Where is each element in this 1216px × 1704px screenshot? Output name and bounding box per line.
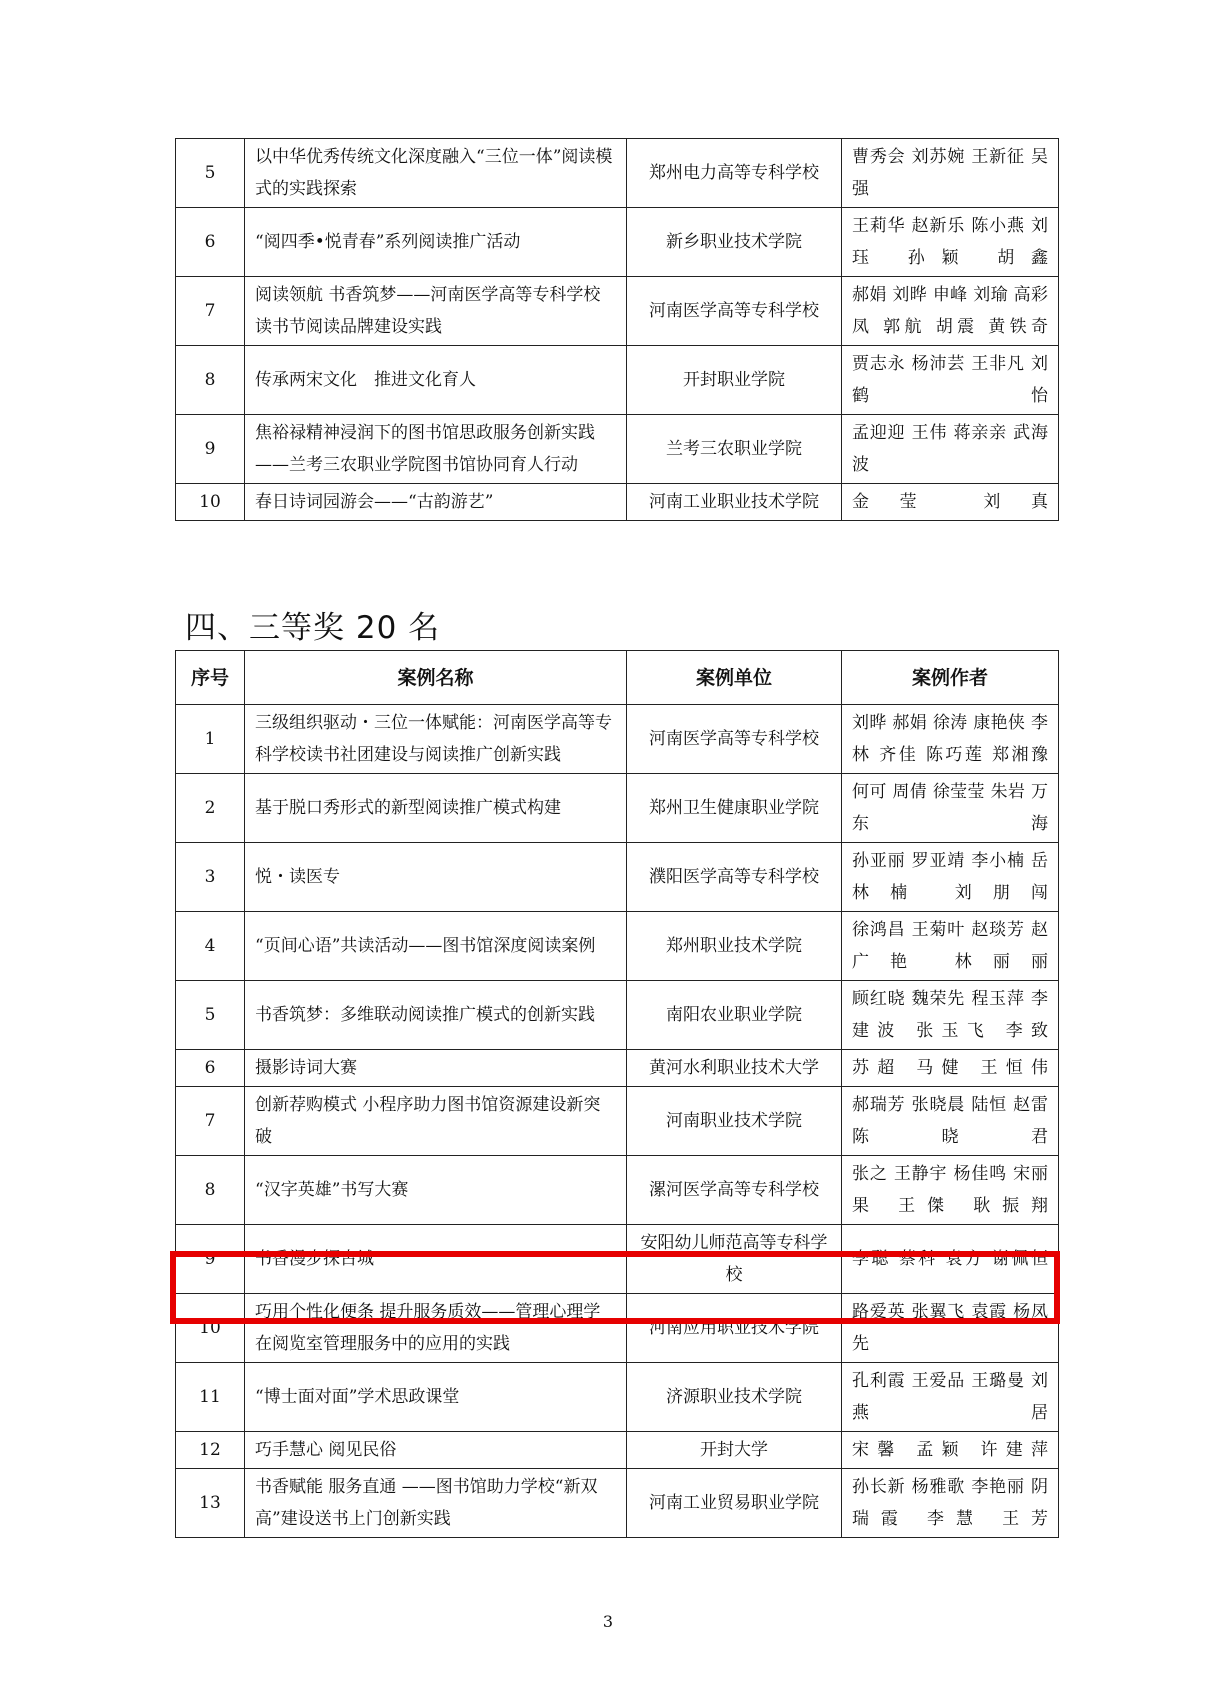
case-authors: 张之 王静宇 杨佳鸣 宋丽果 王傑 耿振翔	[842, 1156, 1059, 1225]
third-prize-table	[175, 650, 1059, 1538]
row-number: 11	[176, 1363, 245, 1432]
page-number: 3	[602, 1612, 614, 1631]
case-authors: 金莹 刘真	[842, 484, 1059, 521]
case-unit: 郑州电力高等专科学校	[627, 139, 842, 208]
case-name: 巧手慧心 阅见民俗	[245, 1432, 627, 1469]
award-table-continued	[175, 138, 1059, 521]
case-authors: 孙亚丽 罗亚靖 李小楠 岳林楠 刘朋闯	[842, 843, 1059, 912]
table-row	[176, 912, 1059, 981]
case-unit: 河南医学高等专科学校	[627, 277, 842, 346]
case-unit: 河南工业职业技术学院	[627, 484, 842, 521]
row-number: 9	[176, 1225, 245, 1294]
case-unit: 濮阳医学高等专科学校	[627, 843, 842, 912]
case-authors: 曹秀会 刘苏婉 王新征 吴强	[842, 139, 1059, 208]
case-name: 书香漫步探古城	[245, 1225, 627, 1294]
row-number: 6	[176, 208, 245, 277]
case-authors: 苏超 马健 王恒伟	[842, 1050, 1059, 1087]
case-name: “页间心语”共读活动——图书馆深度阅读案例	[245, 912, 627, 981]
row-number: 8	[176, 1156, 245, 1225]
table-row	[176, 774, 1059, 843]
case-unit: 开封大学	[627, 1432, 842, 1469]
header-case-name: 案例名称	[245, 651, 627, 705]
case-unit: 河南应用职业技术学院	[627, 1294, 842, 1363]
header-case-authors: 案例作者	[842, 651, 1059, 705]
table-row	[176, 1050, 1059, 1087]
table-row	[176, 1432, 1059, 1469]
case-unit: 南阳农业职业学院	[627, 981, 842, 1050]
case-name: 创新荐购模式 小程序助力图书馆资源建设新突破	[245, 1087, 627, 1156]
row-number: 9	[176, 415, 245, 484]
case-authors: 宋馨 孟颖 许建萍	[842, 1432, 1059, 1469]
table-row	[176, 208, 1059, 277]
case-unit: 济源职业技术学院	[627, 1363, 842, 1432]
case-authors: 李聪 蔡科 袁方 谢佩恒	[842, 1225, 1059, 1294]
case-unit: 黄河水利职业技术大学	[627, 1050, 842, 1087]
case-unit: 兰考三农职业学院	[627, 415, 842, 484]
case-authors: 路爱英 张翼飞 袁霞 杨凤先	[842, 1294, 1059, 1363]
table-row	[176, 1294, 1059, 1363]
section-heading: 四、三等奖 20 名	[185, 610, 441, 646]
case-authors: 王莉华 赵新乐 陈小燕 刘珏 孙颖 胡鑫	[842, 208, 1059, 277]
table-header-row	[176, 651, 1059, 705]
row-number: 6	[176, 1050, 245, 1087]
case-unit: 漯河医学高等专科学校	[627, 1156, 842, 1225]
case-authors: 郝娟 刘晔 申峰 刘瑜 高彩凤 郭航 胡震 黄铁奇	[842, 277, 1059, 346]
row-number: 7	[176, 1087, 245, 1156]
row-number: 5	[176, 139, 245, 208]
case-name: 基于脱口秀形式的新型阅读推广模式构建	[245, 774, 627, 843]
row-number: 4	[176, 912, 245, 981]
case-name: 悦・读医专	[245, 843, 627, 912]
case-unit: 河南医学高等专科学校	[627, 705, 842, 774]
table-row	[176, 1156, 1059, 1225]
row-number: 10	[176, 484, 245, 521]
row-number: 3	[176, 843, 245, 912]
case-name: “汉字英雄”书写大赛	[245, 1156, 627, 1225]
case-unit: 新乡职业技术学院	[627, 208, 842, 277]
case-authors: 孔利霞 王爱品 王璐曼 刘燕居	[842, 1363, 1059, 1432]
table-row	[176, 415, 1059, 484]
row-number: 2	[176, 774, 245, 843]
table-row	[176, 1469, 1059, 1538]
case-unit: 郑州卫生健康职业学院	[627, 774, 842, 843]
case-authors: 顾红晓 魏荣先 程玉萍 李建波 张玉飞 李致	[842, 981, 1059, 1050]
case-name: 焦裕禄精神浸润下的图书馆思政服务创新实践——兰考三农职业学院图书馆协同育人行动	[245, 415, 627, 484]
case-name: 摄影诗词大赛	[245, 1050, 627, 1087]
case-unit: 开封职业学院	[627, 346, 842, 415]
header-number: 序号	[176, 651, 245, 705]
case-name: 以中华优秀传统文化深度融入“三位一体”阅读模式的实践探索	[245, 139, 627, 208]
case-authors: 徐鸿昌 王菊叶 赵琰芳 赵广艳 林丽丽	[842, 912, 1059, 981]
table-row	[176, 705, 1059, 774]
case-authors: 孙长新 杨雅歌 李艳丽 阴瑞霞 李慧 王芳	[842, 1469, 1059, 1538]
case-authors: 贾志永 杨沛芸 王非凡 刘鹤怡	[842, 346, 1059, 415]
case-authors: 刘晔 郝娟 徐涛 康艳侠 李林 齐佳 陈巧莲 郑湘豫	[842, 705, 1059, 774]
row-number: 1	[176, 705, 245, 774]
table-row-highlighted	[176, 1225, 1059, 1294]
case-authors: 孟迎迎 王伟 蒋亲亲 武海波	[842, 415, 1059, 484]
header-case-unit: 案例单位	[627, 651, 842, 705]
case-unit: 安阳幼儿师范高等专科学校	[627, 1225, 842, 1294]
table-row	[176, 484, 1059, 521]
case-unit: 郑州职业技术学院	[627, 912, 842, 981]
case-authors: 郝瑞芳 张晓晨 陆恒 赵雷 陈晓君	[842, 1087, 1059, 1156]
row-number: 10	[176, 1294, 245, 1363]
row-number: 5	[176, 981, 245, 1050]
row-number: 13	[176, 1469, 245, 1538]
case-name: 春日诗词园游会——“古韵游艺”	[245, 484, 627, 521]
table-row	[176, 843, 1059, 912]
case-name: 阅读领航 书香筑梦——河南医学高等专科学校读书节阅读品牌建设实践	[245, 277, 627, 346]
table-row	[176, 277, 1059, 346]
case-name: 书香赋能 服务直通 ——图书馆助力学校“新双高”建设送书上门创新实践	[245, 1469, 627, 1538]
table-row	[176, 139, 1059, 208]
case-unit: 河南工业贸易职业学院	[627, 1469, 842, 1538]
row-number: 8	[176, 346, 245, 415]
table-row	[176, 1363, 1059, 1432]
case-name: 书香筑梦：多维联动阅读推广模式的创新实践	[245, 981, 627, 1050]
row-number: 12	[176, 1432, 245, 1469]
case-name: 传承两宋文化 推进文化育人	[245, 346, 627, 415]
case-name: 巧用个性化便条 提升服务质效——管理心理学在阅览室管理服务中的应用的实践	[245, 1294, 627, 1363]
table-row	[176, 346, 1059, 415]
table-row	[176, 1087, 1059, 1156]
case-name: “阅四季•悦青春”系列阅读推广活动	[245, 208, 627, 277]
case-name: 三级组织驱动・三位一体赋能：河南医学高等专科学校读书社团建设与阅读推广创新实践	[245, 705, 627, 774]
row-number: 7	[176, 277, 245, 346]
table-row	[176, 981, 1059, 1050]
case-unit: 河南职业技术学院	[627, 1087, 842, 1156]
case-authors: 何可 周倩 徐莹莹 朱岩 万东海	[842, 774, 1059, 843]
case-name: “博士面对面”学术思政课堂	[245, 1363, 627, 1432]
